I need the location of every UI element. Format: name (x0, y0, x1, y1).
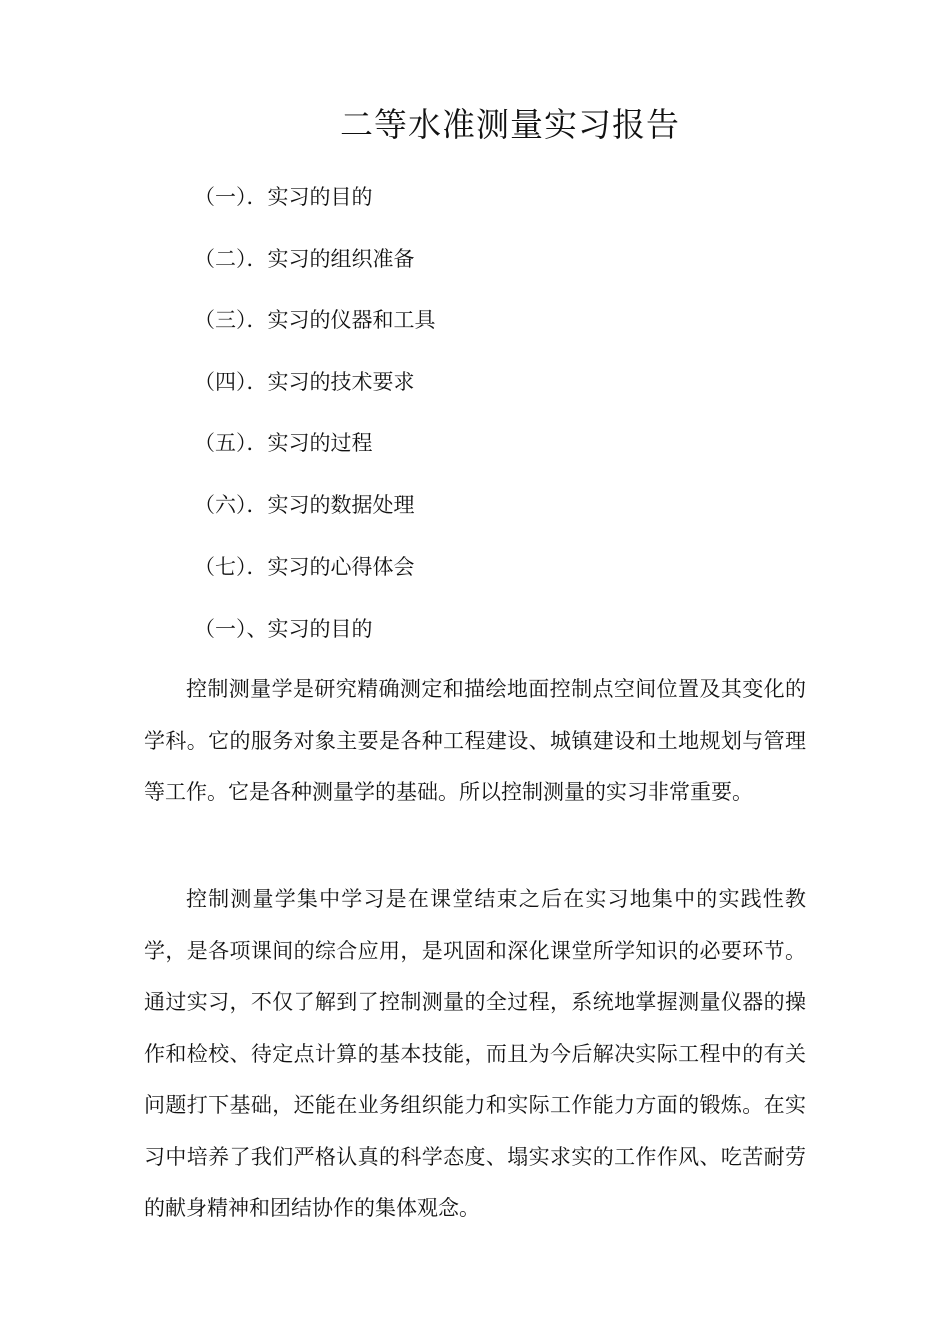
toc-item-2: （二）．实习的组织准备 (194, 246, 415, 271)
body-paragraph-2: 控制测量学集中学习是在课堂结束之后在实习地集中的实践性教学，是各项课间的综合应用，是巩固和深化课堂所学知识的必要环节。通过实习，不仅了解到了控制测量的全过程，系统地掌握测量仪器的操作和检校、待定点计算的基本技能，而且为今后解决实际工程中的有关问题打下基础，还能在业务组织能力和实际工作能力方面的锻炼。在实习中培养了我们严格认真的科学态度、塌实求实的工作作风、吃苦耐劳的献身精神和团结协作的集体观念。 (144, 887, 806, 1220)
toc-item-7: （七）．实习的心得体会 (194, 554, 415, 579)
toc-item-1: （一）．实习的目的 (194, 185, 373, 209)
toc-item-4: （四）．实习的技术要求 (194, 369, 415, 394)
section-heading: （一）、实习的目的 (194, 617, 373, 641)
toc-item-5: （五）．实习的过程 (194, 431, 373, 456)
document-title: 二等水准测量实习报告 (340, 105, 680, 144)
toc-item-3: （三）．实习的仪器和工具 (194, 308, 436, 333)
body-paragraph-1: 控制测量学是研究精确测定和描绘地面控制点空间位置及其变化的学科。它的服务对象主要是各种工程建设、城镇建设和土地规划与管理等工作。它是各种测量学的基础。所以控制测量的实习非常重要。 (144, 677, 806, 804)
table-of-contents (194, 176, 436, 607)
toc-item-6: （六）．实习的数据处理 (194, 492, 415, 517)
